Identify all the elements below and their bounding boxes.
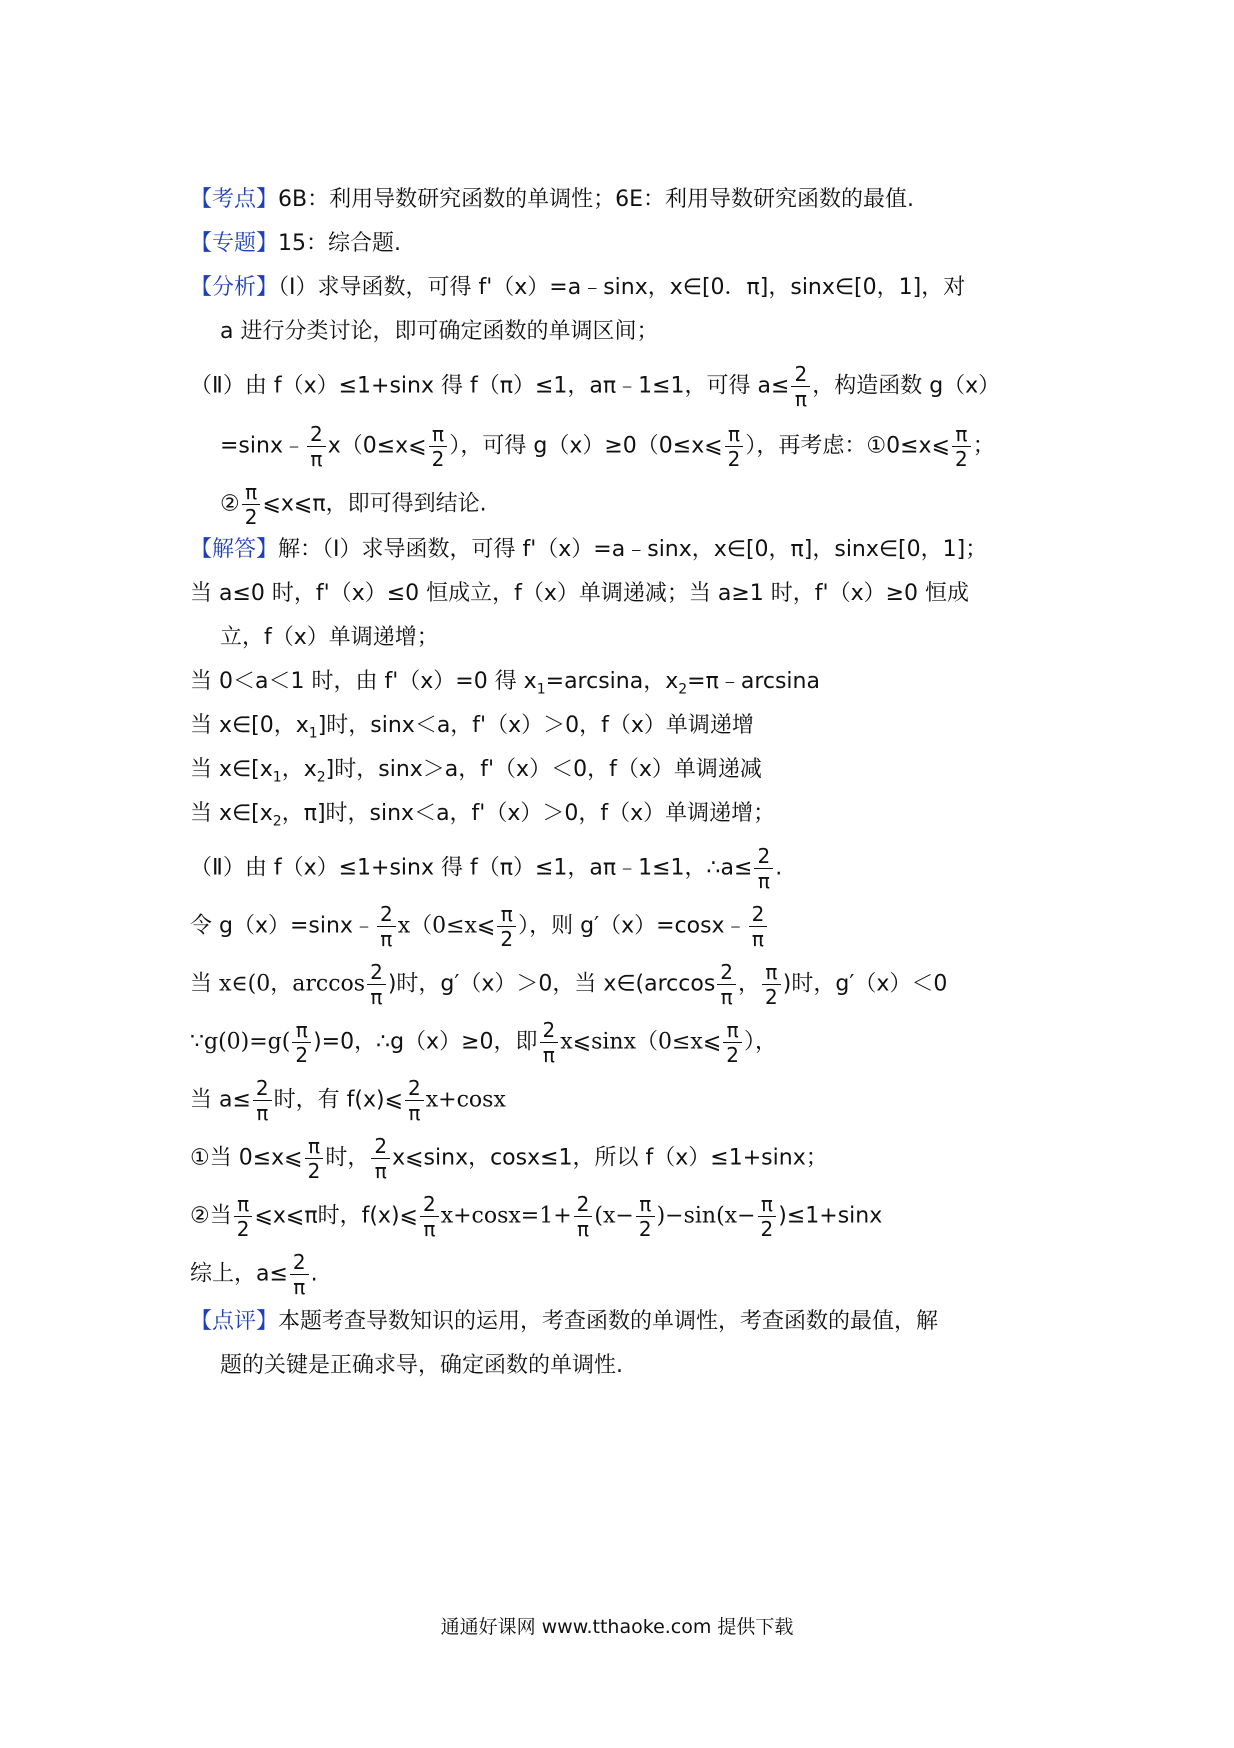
fraction-denominator: π xyxy=(290,1274,309,1297)
fenxi-line-4 xyxy=(220,424,995,469)
fraction-numerator: π xyxy=(500,902,513,926)
subscript: 1 xyxy=(536,681,546,698)
fraction-numerator: 2 xyxy=(542,1018,556,1042)
jieda-line-7 xyxy=(190,798,775,837)
fraction-numerator: π xyxy=(639,1192,652,1216)
jieda-line-8 xyxy=(190,846,782,891)
fraction-pi-over-2 xyxy=(758,1194,777,1239)
jieda-text-10d: )时，g′（x）＜0 xyxy=(782,971,948,997)
fraction-denominator: π xyxy=(754,868,773,891)
fraction-denominator: π xyxy=(574,1216,593,1239)
fraction-numerator: 2 xyxy=(794,362,808,386)
jieda-text-11c: x⩽sinx（0≤x⩽ xyxy=(560,1029,722,1055)
jieda-text-5b: ]时，sinx＜a，f'（x）＞0，f（x）单调递增 xyxy=(317,713,754,738)
fraction-2-over-pi xyxy=(290,1252,309,1297)
fraction-numerator: 2 xyxy=(309,422,323,446)
fraction-numerator: π xyxy=(765,960,778,984)
subscript: 2 xyxy=(316,769,326,786)
fraction-denominator: 2 xyxy=(242,504,261,527)
zhuanti-line xyxy=(190,228,401,260)
jieda-text-4c: =π﹣arcsina xyxy=(687,669,820,694)
jieda-text-6b: ，x xyxy=(281,757,317,782)
fraction-numerator: 2 xyxy=(408,1076,421,1100)
jieda-text-11d: ）， xyxy=(744,1029,778,1055)
jieda-text-1: 解：（Ⅰ）求导函数，可得 f'（x）=a﹣sinx，x∈[0，π]，sinx∈[0，1]； xyxy=(278,537,988,562)
fenxi-line-5 xyxy=(220,482,487,527)
fraction-denominator: 2 xyxy=(497,926,516,949)
fraction-numerator: 2 xyxy=(757,844,771,868)
jieda-text-9a: 令 g（x）=sinx﹣ xyxy=(190,913,375,939)
fenxi-text-3b: ，构造函数 g（x） xyxy=(812,373,1001,399)
jieda-text-14b: ⩽x⩽π时，f(x)⩽ xyxy=(254,1203,418,1229)
fraction-numerator: 2 xyxy=(255,1076,269,1100)
jieda-text-13c: x⩽sinx，cosx≤1，所以 f（x）≤1+sinx； xyxy=(392,1145,828,1171)
jieda-text-12c: x+cosx xyxy=(425,1087,506,1113)
fraction-numerator: π xyxy=(307,1134,320,1158)
fraction-pi-over-2 xyxy=(497,904,516,949)
fraction-2-over-pi xyxy=(307,424,326,469)
subscript: 2 xyxy=(678,681,688,698)
fraction-numerator: π xyxy=(726,1018,739,1042)
fraction-2-over-pi xyxy=(420,1194,439,1239)
fenxi-text-5a: ② xyxy=(220,491,240,517)
zhuanti-tag: 【专题】 xyxy=(190,231,279,256)
fraction-denominator: π xyxy=(540,1042,559,1065)
fraction-numerator: π xyxy=(245,480,258,504)
fenxi-text-4c: ），可得 g（x）≥0（0≤x⩽ xyxy=(449,433,723,459)
fraction-denominator: π xyxy=(749,926,768,949)
fraction-2-over-pi xyxy=(371,1136,390,1181)
fraction-numerator: 2 xyxy=(720,960,734,984)
fraction-numerator: π xyxy=(760,1192,773,1216)
fraction-numerator: 2 xyxy=(374,1134,388,1158)
fraction-denominator: π xyxy=(791,386,810,409)
zhuanti-text: 15：综合题. xyxy=(278,231,402,256)
fraction-numerator: π xyxy=(431,422,445,446)
jieda-text-10a: 当 x∈(0，arccos xyxy=(190,971,366,997)
fenxi-text-1: （Ⅰ）求导函数，可得 f'（x）=a﹣sinx，x∈[0．π]，sinx∈[0，1]，对 xyxy=(278,275,966,300)
fraction-pi-over-2 xyxy=(762,962,781,1007)
fraction-denominator: 2 xyxy=(234,1216,253,1239)
jieda-text-11a: ∵g(0)=g( xyxy=(190,1029,291,1055)
fraction-pi-over-2 xyxy=(242,482,261,527)
kaodian-text: 6B：利用导数研究函数的单调性；6E：利用导数研究函数的最值. xyxy=(278,187,914,212)
fenxi-text-4a: =sinx﹣ xyxy=(220,433,305,459)
jieda-text-9c: ），则 g′（x）=cosx﹣ xyxy=(518,913,747,939)
fraction-pi-over-2 xyxy=(429,424,448,469)
jieda-text-13b: 时， xyxy=(325,1145,370,1171)
fraction-denominator: π xyxy=(420,1216,439,1239)
jieda-line-12 xyxy=(190,1078,506,1123)
fenxi-text-5b: ⩽x⩽π，即可得到结论. xyxy=(262,491,487,517)
dianping-tag: 【点评】 xyxy=(190,1309,279,1334)
fraction-numerator: 2 xyxy=(292,1250,306,1274)
dianping-text-1: 本题考查导数知识的运用，考查函数的单调性，考查函数的最值，解 xyxy=(278,1309,939,1334)
jieda-line-10 xyxy=(190,962,947,1007)
fenxi-line-3 xyxy=(190,364,1000,409)
jieda-text-12b: 时，有 f(x)⩽ xyxy=(273,1087,404,1113)
fraction-pi-over-2 xyxy=(636,1194,655,1239)
fraction-pi-over-2 xyxy=(234,1194,253,1239)
fraction-denominator: π xyxy=(367,984,386,1007)
jieda-text-15b: . xyxy=(310,1261,318,1287)
fraction-pi-over-2 xyxy=(305,1136,324,1181)
fenxi-text-4b: x（0≤x⩽ xyxy=(327,433,427,459)
fenxi-line-1 xyxy=(190,272,965,304)
jieda-line-3: 立，f（x）单调递增； xyxy=(220,625,439,650)
fraction-numerator: π xyxy=(955,422,968,446)
jieda-line-4 xyxy=(190,666,820,705)
fraction-denominator: 2 xyxy=(305,1158,324,1181)
fenxi-line-2: a 进行分类讨论，即可确定函数的单调区间； xyxy=(220,319,659,344)
jieda-text-14c: x+cosx=1+ xyxy=(440,1203,572,1229)
jieda-line-13 xyxy=(190,1136,828,1181)
fraction-denominator: 2 xyxy=(762,984,781,1007)
fraction-denominator: π xyxy=(307,446,326,469)
jieda-text-8a: （Ⅱ）由 f（x）≤1+sinx 得 f（π）≤1，aπ﹣1≤1，∴a≤ xyxy=(190,855,753,881)
fraction-denominator: π xyxy=(377,926,396,949)
jieda-text-11b: )=0，∴g（x）≥0，即 xyxy=(313,1029,538,1055)
fraction-pi-over-2 xyxy=(292,1020,311,1065)
fraction-numerator: 2 xyxy=(751,902,765,926)
fraction-2-over-pi xyxy=(405,1078,424,1123)
fraction-2-over-pi xyxy=(717,962,736,1007)
fraction-denominator: 2 xyxy=(723,1042,742,1065)
jieda-line-15 xyxy=(190,1252,318,1297)
fraction-denominator: 2 xyxy=(429,446,448,469)
fraction-denominator: π xyxy=(405,1100,424,1123)
fraction-2-over-pi xyxy=(377,904,396,949)
jieda-text-14e: )−sin(x− xyxy=(656,1203,756,1229)
fraction-2-over-pi xyxy=(253,1078,272,1123)
jieda-text-9b: x（0≤x⩽ xyxy=(397,913,496,939)
jieda-text-14d: (x− xyxy=(594,1203,634,1229)
fraction-numerator: 2 xyxy=(576,1192,590,1216)
subscript: 2 xyxy=(272,813,282,830)
jieda-line-14 xyxy=(190,1194,882,1239)
fraction-2-over-pi xyxy=(749,904,768,949)
jieda-text-7b: ，π]时，sinx＜a，f'（x）＞0，f（x）单调递增； xyxy=(281,801,776,826)
fraction-denominator: π xyxy=(717,984,736,1007)
fraction-2-over-pi xyxy=(574,1194,593,1239)
fraction-2-over-pi xyxy=(540,1020,559,1065)
fraction-denominator: 2 xyxy=(636,1216,655,1239)
jieda-line-2: 当 a≤0 时，f'（x）≤0 恒成立，f（x）单调递减；当 a≥1 时，f'（x）≥0 恒成 xyxy=(190,581,970,606)
fraction-numerator: π xyxy=(295,1018,308,1042)
jieda-line-6 xyxy=(190,754,762,793)
fraction-denominator: π xyxy=(371,1158,390,1181)
kaodian-line xyxy=(190,184,914,216)
jieda-text-6c: ]时，sinx＞a，f'（x）＜0，f（x）单调递减 xyxy=(325,757,762,782)
fraction-denominator: π xyxy=(253,1100,272,1123)
fenxi-text-4d: ），再考虑：①0≤x⩽ xyxy=(745,433,950,459)
jieda-text-4b: =arcsina，x xyxy=(545,669,679,694)
jieda-text-14f: )≤1+sinx xyxy=(778,1203,883,1229)
fenxi-tag: 【分析】 xyxy=(190,275,279,300)
jieda-text-4a: 当 0＜a＜1 时，由 f'（x）=0 得 x xyxy=(190,669,537,694)
fraction-2-over-pi xyxy=(754,846,773,891)
fraction-numerator: π xyxy=(728,422,741,446)
jieda-line-11 xyxy=(190,1020,777,1065)
subscript: 1 xyxy=(308,725,318,742)
dianping-line-1 xyxy=(190,1306,938,1338)
fraction-numerator: π xyxy=(237,1192,250,1216)
subscript: 1 xyxy=(272,769,282,786)
jieda-text-10c: ， xyxy=(738,971,761,997)
jieda-text-13a: ①当 0≤x⩽ xyxy=(190,1145,303,1171)
fraction-numerator: 2 xyxy=(370,960,383,984)
jieda-text-7a: 当 x∈[x xyxy=(190,801,273,826)
fraction-denominator: 2 xyxy=(292,1042,311,1065)
fraction-2-over-pi xyxy=(791,364,810,409)
jieda-text-8b: . xyxy=(775,855,783,881)
dianping-line-2: 题的关键是正确求导，确定函数的单调性. xyxy=(220,1353,623,1378)
fraction-denominator: 2 xyxy=(725,446,744,469)
jieda-line-9 xyxy=(190,904,769,949)
fraction-numerator: 2 xyxy=(422,1192,436,1216)
jieda-line-5 xyxy=(190,710,754,749)
fraction-denominator: 2 xyxy=(758,1216,777,1239)
fenxi-text-3a: （Ⅱ）由 f（x）≤1+sinx 得 f（π）≤1，aπ﹣1≤1，可得 a≤ xyxy=(190,373,790,399)
fraction-pi-over-2 xyxy=(952,424,971,469)
fenxi-text-4e: ； xyxy=(972,433,995,459)
jieda-text-10b: )时，g′（x）＞0，当 x∈(arccos xyxy=(387,971,716,997)
footer-credit: 通通好课网 www.tthaoke.com 提供下载 xyxy=(440,1616,794,1638)
jieda-tag: 【解答】 xyxy=(190,537,279,562)
jieda-text-14a: ②当 xyxy=(190,1203,232,1229)
jieda-text-6a: 当 x∈[x xyxy=(190,757,273,782)
jieda-text-5a: 当 x∈[0，x xyxy=(190,713,309,738)
fraction-2-over-pi xyxy=(367,962,386,1007)
fraction-denominator: 2 xyxy=(952,446,971,469)
kaodian-tag: 【考点】 xyxy=(190,187,279,212)
jieda-text-15a: 综上，a≤ xyxy=(190,1261,288,1287)
fraction-numerator: 2 xyxy=(379,902,393,926)
fraction-pi-over-2 xyxy=(723,1020,742,1065)
jieda-text-12a: 当 a≤ xyxy=(190,1087,251,1113)
jieda-line-1 xyxy=(190,534,987,566)
fraction-pi-over-2 xyxy=(725,424,744,469)
